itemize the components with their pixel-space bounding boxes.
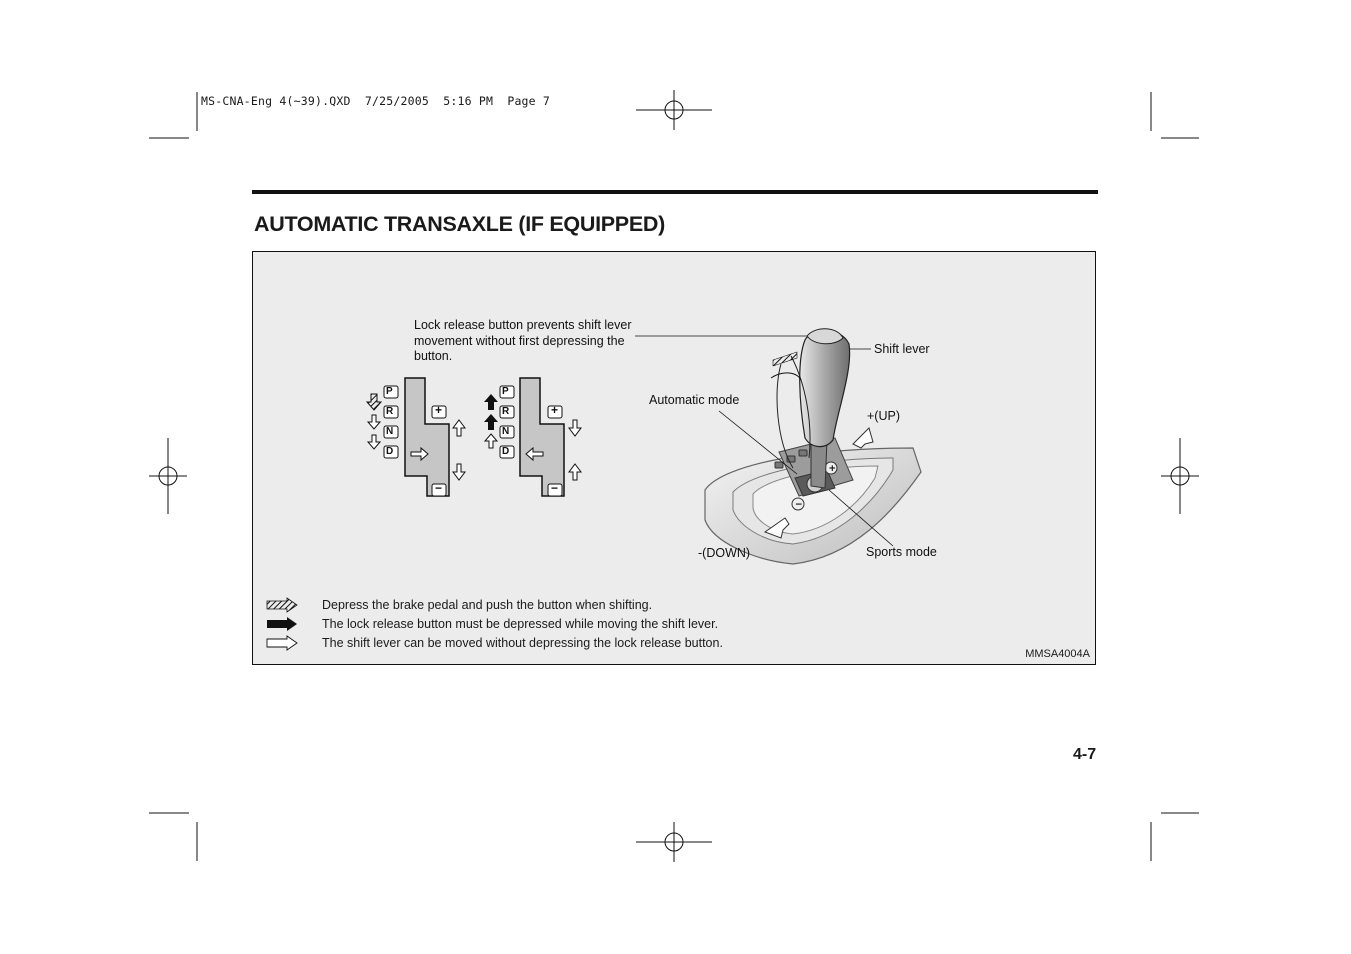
automatic-mode-label: Automatic mode xyxy=(649,393,740,407)
page-number: 4-7 xyxy=(1073,746,1097,763)
shift-lever-label: Shift lever xyxy=(874,342,930,356)
legend-text: The shift lever can be moved without depressing the lock release button. xyxy=(322,636,723,650)
legend-item xyxy=(267,598,652,612)
registration-target-left xyxy=(149,438,187,514)
registration-target-top xyxy=(636,90,712,130)
left-plus-sign: + xyxy=(435,403,443,417)
shift-lever-figure xyxy=(252,251,1096,665)
registration-target-right xyxy=(1161,438,1199,514)
svg-text:−: − xyxy=(795,500,803,510)
legend-item xyxy=(267,617,718,631)
right-gate-d: D xyxy=(502,446,510,457)
left-gate-n: N xyxy=(386,426,394,437)
legend-item xyxy=(267,636,723,650)
registration-target-bottom xyxy=(636,822,712,862)
shift-pattern-left xyxy=(367,378,465,496)
down-label: -(DOWN) xyxy=(698,546,751,560)
left-gate-r: R xyxy=(386,406,394,417)
left-gate-p: P xyxy=(386,386,393,397)
right-plus-sign: + xyxy=(551,403,559,417)
file-slug-line: MS-CNA-Eng 4(~39).QXD 7/25/2005 5:16 PM Page 7 xyxy=(201,94,551,108)
sports-mode-label: Sports mode xyxy=(866,545,937,559)
section-title: AUTOMATIC TRANSAXLE (IF EQUIPPED) xyxy=(254,212,665,236)
right-gate-p: P xyxy=(502,386,509,397)
header-rule xyxy=(252,190,1098,194)
legend-text: Depress the brake pedal and push the button when shifting. xyxy=(322,598,653,612)
left-gate-d: D xyxy=(386,446,394,457)
legend-text: The lock release button must be depressed while moving the shift lever. xyxy=(322,617,719,631)
right-gate-r: R xyxy=(502,406,510,417)
up-label: +(UP) xyxy=(867,409,900,423)
shift-pattern-right xyxy=(484,378,581,496)
left-minus-sign: − xyxy=(435,481,443,495)
figure-code: MMSA4004A xyxy=(1025,648,1090,660)
svg-text:+: + xyxy=(828,464,837,474)
lock-release-note: Lock release button prevents shift lever movement without first depressing the button. xyxy=(414,318,632,363)
shift-lever-illustration xyxy=(705,329,921,564)
right-minus-sign: − xyxy=(551,481,559,495)
right-gate-n: N xyxy=(502,426,510,437)
